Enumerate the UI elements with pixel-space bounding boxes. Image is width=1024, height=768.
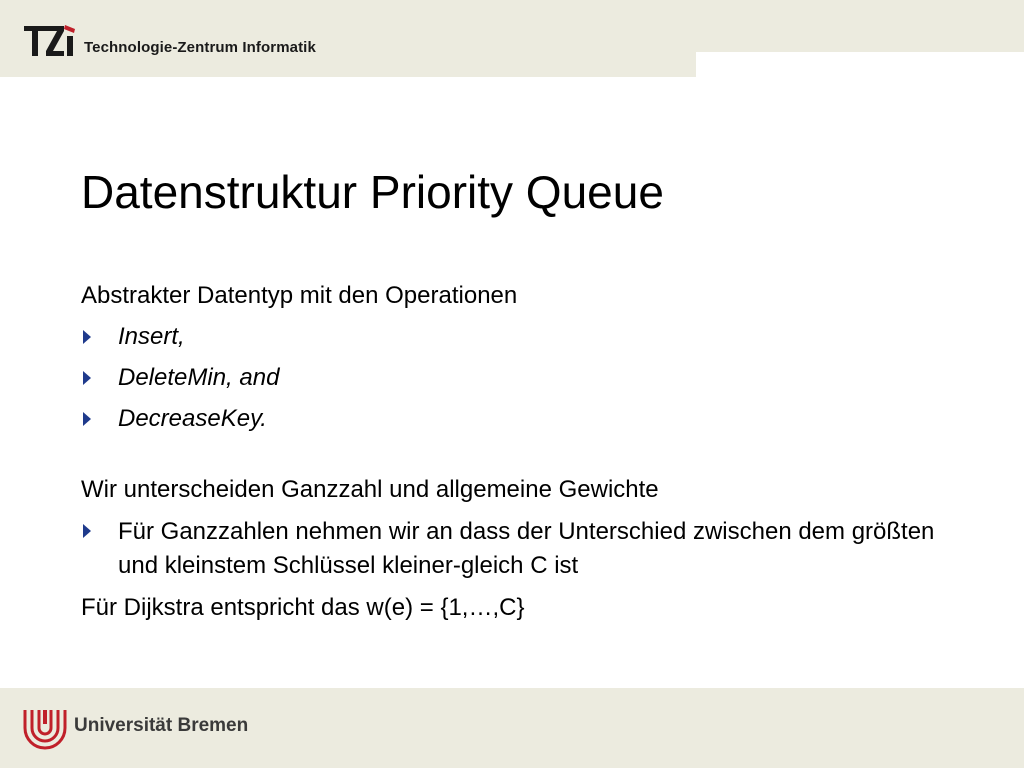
- list-item: [81, 403, 961, 444]
- operation-label: DeleteMin, and: [118, 364, 280, 391]
- dijkstra-text: Für Dijkstra entspricht das w(e) = {1,…,C}: [81, 594, 525, 621]
- bullet-arrow-icon: [83, 371, 91, 385]
- list-item: [81, 362, 961, 403]
- bullet-arrow-icon: [83, 412, 91, 426]
- header-band-right: [696, 0, 1024, 52]
- list-item: [81, 515, 961, 583]
- university-seal-icon: [22, 706, 68, 750]
- slide-title: Datenstruktur Priority Queue: [81, 166, 664, 218]
- slide-content: [81, 280, 961, 633]
- bullet-arrow-icon: [83, 330, 91, 344]
- spacer: [81, 444, 961, 474]
- institute-name: Technologie-Zentrum Informatik: [84, 39, 316, 56]
- operation-label: Insert,: [118, 323, 185, 350]
- weights-bullet-text: Für Ganzzahlen nehmen wir an dass der Unterschied zwischen dem größten und kleinstem Schlüssel kleiner-gleich C ist: [118, 518, 935, 579]
- list-item: [81, 321, 961, 362]
- operation-label: DecreaseKey.: [118, 405, 267, 432]
- bullet-arrow-icon: [83, 524, 91, 538]
- intro-text: Abstrakter Datentyp mit den Operationen: [81, 282, 518, 309]
- tzi-logo: [24, 24, 76, 58]
- university-name: Universität Bremen: [74, 715, 249, 736]
- weights-heading: Wir unterscheiden Ganzzahl und allgemeine Gewichte: [81, 476, 659, 503]
